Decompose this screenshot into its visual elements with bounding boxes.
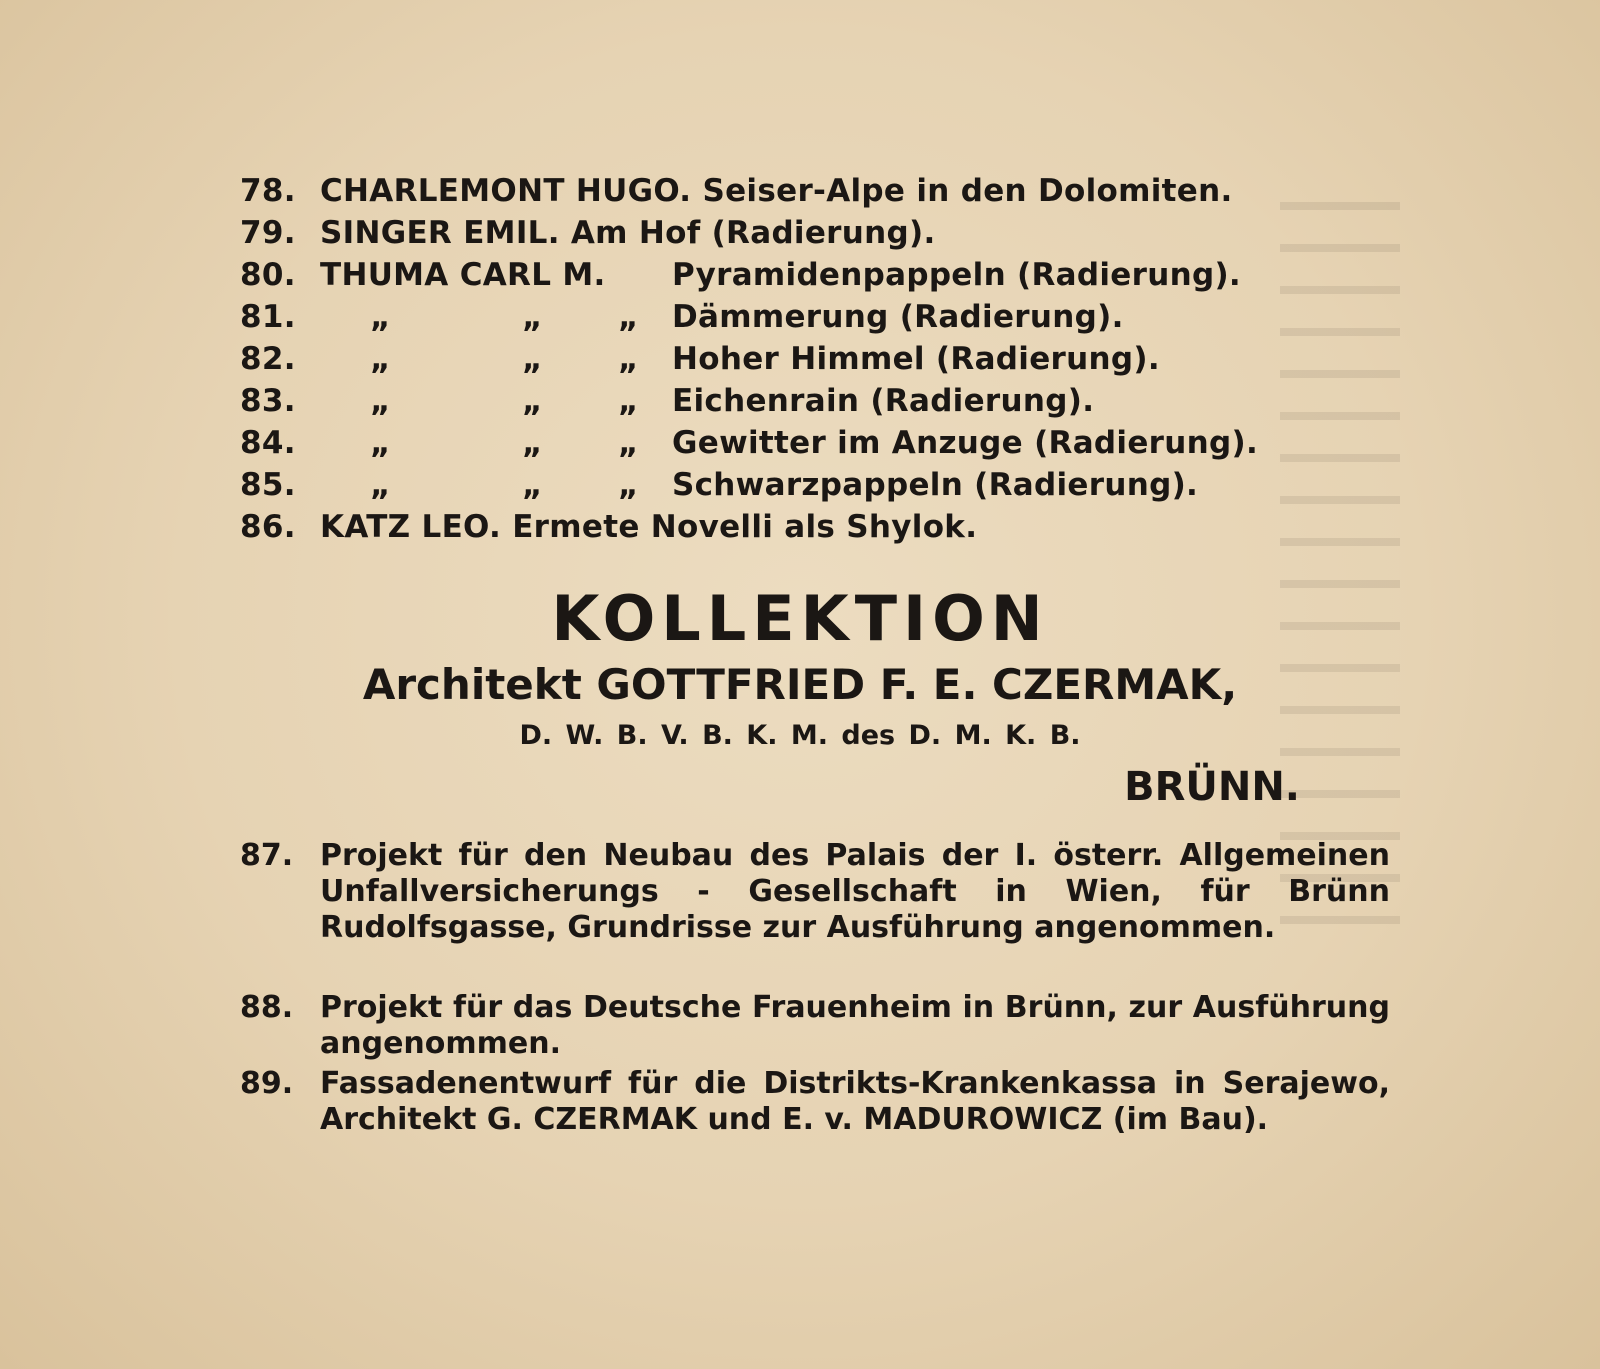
project-number: 89. [240,1066,294,1101]
project-number: 87. [240,838,294,873]
entry-artist: CHARLEMONT HUGO. [320,173,692,209]
ditto-mark: „ [370,299,391,335]
entry-number: 85. [240,467,296,503]
ditto-mark: „ [618,341,639,377]
project-text: Projekt für das Deutsche Frauenheim in Brünn, zur Ausführung angenommen. [320,990,1390,1061]
entry-artist: SINGER EMIL. [320,215,560,251]
organizations-line: D. W. B. V. B. K. M. des D. M. K. B. [519,720,1081,751]
ditto-mark: „ [370,383,391,419]
entry-title: Pyramidenpappeln (Radierung). [672,257,1241,293]
ditto-mark: „ [618,383,639,419]
entry-title: Seiser-Alpe in den Dolomiten. [702,173,1233,209]
entry-text [320,170,1233,212]
architect-name: Architekt GOTTFRIED F. E. CZERMAK, [362,660,1238,709]
entry-title: Ermete Novelli als Shylok. [512,509,978,545]
entry-title: Hoher Himmel (Radierung). [672,341,1160,377]
project-item [240,1066,1390,1178]
entry-number: 86. [240,509,296,545]
project-text: Fassadenentwurf für die Distrikts-Krankenkassa in Serajewo, Architekt G. CZERMAK und E. v. MADUROWICZ (im Bau). [320,1066,1390,1137]
entry-number: 79. [240,215,296,251]
entry-title: Am Hof (Radierung). [570,215,936,251]
project-text: Projekt für den Neubau des Palais der I. österr. Allgemeinen Unfallversicherungs - Gesellschaft in Wien, für Brünn Rudolfsgasse, Grundrisse zur Ausführung angenommen. [320,838,1390,945]
ditto-mark: „ [370,425,391,461]
ditto-mark: „ [618,299,639,335]
ditto-mark: „ [522,425,543,461]
entry-text [320,212,936,254]
entry-number: 84. [240,425,296,461]
entry-text [320,506,977,548]
project-item [240,838,1390,988]
ditto-mark: „ [618,425,639,461]
entry-number: 80. [240,257,296,293]
collection-heading: KOLLEKTION [551,582,1049,655]
ditto-mark: „ [618,467,639,503]
project-number: 88. [240,990,294,1025]
entry-title: Dämmerung (Radierung). [672,299,1124,335]
entry-number: 83. [240,383,296,419]
entry-artist: THUMA CARL M. [320,257,606,293]
ditto-mark: „ [522,467,543,503]
ditto-mark: „ [522,341,543,377]
ditto-mark: „ [522,299,543,335]
project-item [240,990,1390,1066]
ditto-mark: „ [370,467,391,503]
entry-number: 78. [240,173,296,209]
ditto-mark: „ [370,341,391,377]
entry-artist: KATZ LEO. [320,509,502,545]
entry-number: 81. [240,299,296,335]
city-name: BRÜNN. [1124,764,1300,810]
entry-number: 82. [240,341,296,377]
entry-title: Eichenrain (Radierung). [672,383,1095,419]
entry-title: Schwarzpappeln (Radierung). [672,467,1199,503]
ditto-mark: „ [522,383,543,419]
entry-title: Gewitter im Anzuge (Radierung). [672,425,1259,461]
